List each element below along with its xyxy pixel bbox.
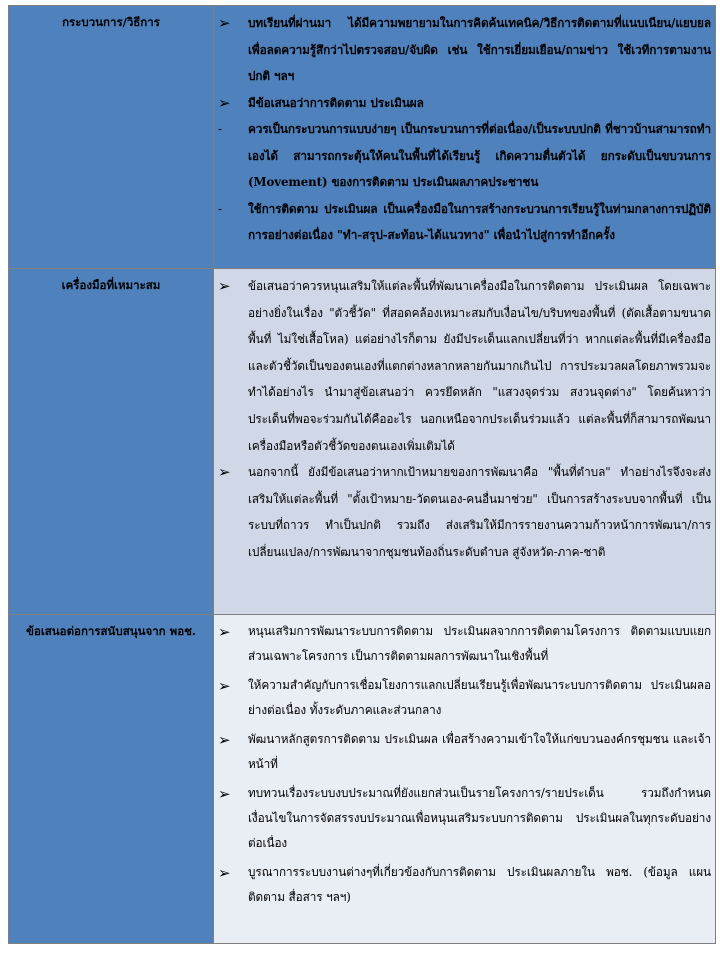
summary-table bbox=[8, 5, 716, 944]
list-item bbox=[218, 116, 711, 196]
list-item-text: มีข้อเสนอว่าการติดตาม ประเมินผล bbox=[248, 95, 424, 110]
list-item-text: หนุนเสริมการพัฒนาระบบการติดตาม ประเมินผลจากการติดตามโครงการ ติดตามแบบแยกส่วนเฉพาะโครงการ เป็นการติดตามผลการพัฒนาในเชิงพื้นที่ bbox=[248, 624, 711, 663]
row-label-cell bbox=[9, 269, 214, 615]
arrow-bullet-icon: ➢ bbox=[218, 463, 231, 482]
row-content-cell bbox=[214, 615, 716, 944]
list-item-text: ข้อเสนอว่าควรหนุนเสริมให้แต่ละพื้นที่พัฒนาเครื่องมือในการติดตาม ประเมินผล โดยเฉพาะอย่างยิ่งในเรื่อง "ตัวชี้วัด" ที่สอดคล้องเหมาะสมกับเงื่อนไข/บริบทของพื้นที่ (ตัดเสื้อตามขนาดพื้นที่ ไม่ใช่เสื้อโหล) แต่อย่างไรก็ตาม ยังมีประเด็นแลกเปลี่ยนที่ว่า หากแต่ละพื้นที่มีเครื่องมือและตัวชี้วัดเป็นของตนเองที่แตกต่างหลากหลายกันมากเกินไป การประมวลผลโดยภาพรวมจะทำได้อย่างไร นำมาสู่ข้อเสนอว่า ควรยึดหลัก "แสวงจุดร่วม สงวนจุดต่าง" โดยค้นหาว่าประเด็นที่พอจะร่วมกันได้คืออะไร นอกเหนือจากประเด็นร่วมแล้ว แต่ละพื้นที่ก็สามารถพัฒนาเครื่องมือหรือตัวชี้วัดของตนเองเพิ่มเติมได้ bbox=[248, 279, 711, 453]
table-row bbox=[9, 6, 716, 269]
list-item bbox=[218, 273, 711, 459]
list-item bbox=[218, 619, 711, 669]
list-item-text: นอกจากนี้ ยังมีข้อเสนอว่าหากเป้าหมายของการพัฒนาคือ "พื้นที่ตำบล" ทำอย่างไรจึงจะส่งเสริมให้แต่ละพื้นที่ "ตั้งเป้าหมาย-วัดตนเอง-คนอื่นมาช่วย" เป็นการสร้างระบบจากพื้นที่ เป็นระบบที่ถาวร ทำเป็นปกติ รวมถึง ส่งเสริมให้มีการรายงานความก้าวหน้าการพัฒนา/การเปลี่ยนแปลง/การพัฒนาจากชุมชนท้องถิ่นระดับตำบล สู่จังหวัด-ภาค-ชาติ bbox=[248, 465, 711, 559]
list-item bbox=[218, 196, 711, 249]
dash-bullet-icon: - bbox=[218, 122, 223, 136]
list-item bbox=[218, 459, 711, 565]
list-item bbox=[218, 10, 711, 90]
dash-bullet-icon: - bbox=[218, 201, 223, 216]
list-item-text: ให้ความสำคัญกับการเชื่อมโยงการแลกเปลี่ยนเรียนรู้เพื่อพัฒนาระบบการติดตาม ประเมินผลอย่างต่อเนื่อง ทั้งระดับภาคและส่วนกลาง bbox=[248, 678, 711, 717]
arrow-bullet-icon: ➢ bbox=[218, 14, 231, 32]
arrow-bullet-icon: ➢ bbox=[218, 677, 231, 695]
row-content-cell bbox=[214, 6, 716, 269]
list-item-text: พัฒนาหลักสูตรการติดตาม ประเมินผล เพื่อสร้างความเข้าใจให้แก่ขบวนองค์กรชุมชน และเจ้าหน้าที่ bbox=[248, 732, 711, 771]
bullet-list bbox=[214, 615, 715, 910]
arrow-bullet-icon: ➢ bbox=[218, 623, 231, 641]
row-label-cell bbox=[9, 615, 214, 944]
row-label: กระบวนการ/วิธีการ bbox=[62, 15, 160, 29]
list-item bbox=[218, 781, 711, 856]
row-label: เครื่องมือที่เหมาะสม bbox=[61, 278, 161, 292]
list-item-text: ใช้การติดตาม ประเมินผล เป็นเครื่องมือในการสร้างกระบวนการเรียนรู้ในท่ามกลางการปฏิบัติการอย่างต่อเนื่อง "ทำ-สรุป-สะท้อน-ได้แนวทาง" เพื่อนำไปสู่การทำอีกครั้ง bbox=[248, 201, 711, 242]
list-item-text: บูรณาการระบบงานต่างๆที่เกี่ยวข้องกับการติดตาม ประเมินผลภายใน พอช. (ข้อมูล แผนติดตาม สื่อสาร ฯลฯ) bbox=[248, 865, 711, 904]
arrow-bullet-icon: ➢ bbox=[218, 277, 231, 295]
arrow-bullet-icon: ➢ bbox=[218, 93, 231, 112]
bullet-list bbox=[214, 269, 715, 566]
arrow-bullet-icon: ➢ bbox=[218, 785, 231, 803]
table-row bbox=[9, 615, 716, 944]
arrow-bullet-icon: ➢ bbox=[218, 864, 231, 882]
list-item bbox=[218, 860, 711, 910]
list-item-text: ควรเป็นกระบวนการแบบง่ายๆ เป็นกระบวนการที่ต่อเนื่อง/เป็นระบบปกติ ที่ชาวบ้านสามารถทำเองได้ สามารถกระตุ้นให้คนในพื้นที่ได้เรียนรู้ เกิดความตื่นตัวได้ ยกระดับเป็นขบวนการ (Movement) ของการติดตาม ประเมินผลภาคประชาชน bbox=[248, 122, 711, 189]
arrow-bullet-icon: ➢ bbox=[218, 731, 231, 749]
row-content-cell bbox=[214, 269, 716, 615]
list-item-text: ทบทวนเรื่องระบบงบประมาณที่ยังแยกส่วนเป็นรายโครงการ/รายประเด็น รวมถึงกำหนดเงื่อนไขในการจัดสรรงบประมาณเพื่อหนุนเสริมระบบการติดตาม ประเมินผลในทุกระดับอย่างต่อเนื่อง bbox=[248, 786, 711, 850]
list-item bbox=[218, 673, 711, 723]
row-label-cell bbox=[9, 6, 214, 269]
row-label: ข้อเสนอต่อการสนับสนุนจาก พอช. bbox=[26, 624, 196, 638]
list-item bbox=[218, 90, 711, 117]
list-item bbox=[218, 727, 711, 777]
table-row bbox=[9, 269, 716, 615]
list-item-text: บทเรียนที่ผ่านมา ได้มีความพยายามในการคิดค้นเทคนิค/วิธีการติดตามที่แนบเนียน/แยบยล เพื่อลดความรู้สึกว่าไปตรวจสอบ/จับผิด เช่น ใช้การเยี่ยมเยือน/ถามข่าว ใช้เวทีการตามงานปกติ ฯลฯ bbox=[248, 16, 711, 83]
bullet-list bbox=[214, 6, 715, 249]
